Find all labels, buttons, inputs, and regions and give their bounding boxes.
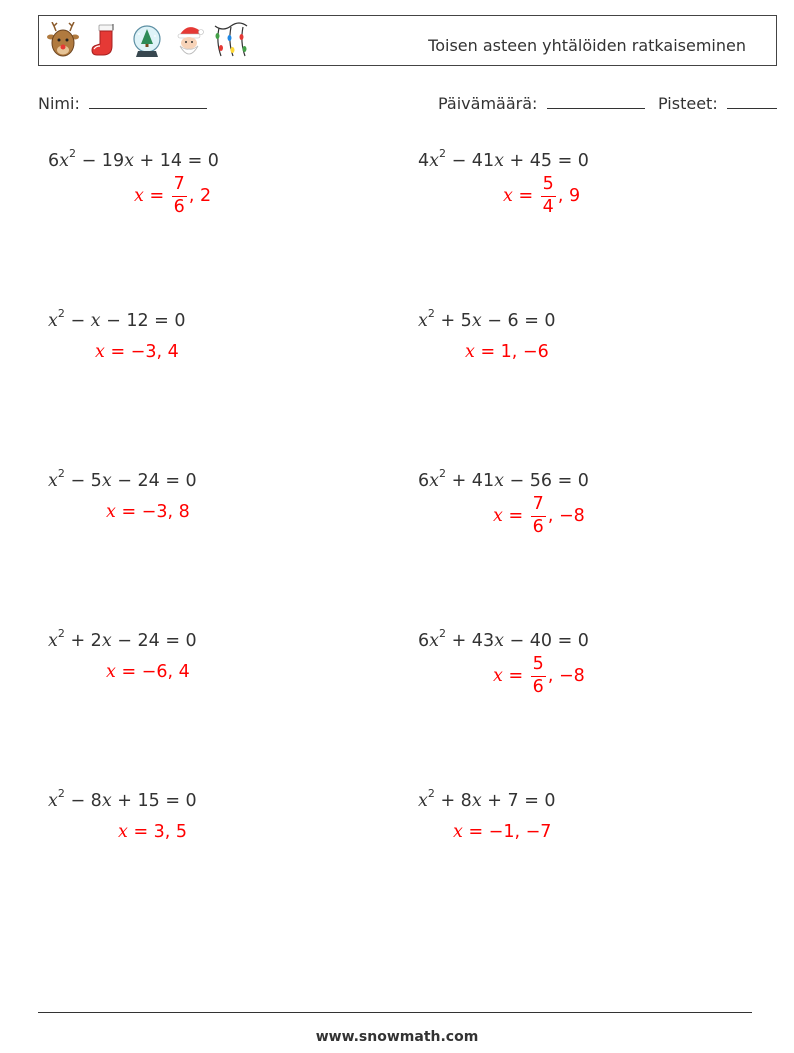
answer-values: 3, 5 [153, 822, 188, 842]
name-blank[interactable] [89, 94, 207, 109]
answer [95, 342, 179, 362]
date-label: Päivämäärä: [438, 94, 538, 113]
footer-url: www.snowmath.com [315, 1029, 479, 1045]
answer-rest: , 9 [557, 186, 581, 206]
rhs: = 0 [557, 630, 589, 651]
fraction-denominator: 6 [532, 516, 544, 537]
christmas-lights-icon [213, 22, 249, 60]
answer-eq: = [115, 502, 142, 522]
answer-var: x [453, 822, 463, 842]
coef-b: + 2 [64, 630, 102, 651]
name-field[interactable] [38, 94, 207, 113]
constant: − 12 [100, 310, 155, 331]
var-x: x [48, 790, 58, 811]
answer-rest: , −8 [547, 506, 585, 526]
rhs: = 0 [557, 150, 589, 171]
constant: − 24 [111, 470, 166, 491]
rhs: = 0 [165, 470, 197, 491]
var-x: x [48, 310, 58, 331]
var-x: x [48, 470, 58, 491]
answer-eq: = [512, 186, 539, 206]
var-x: x [90, 310, 101, 331]
coef-b: − 19 [76, 150, 125, 171]
equation [418, 469, 589, 491]
answer-eq: = [502, 506, 529, 526]
answer-values: −3, 4 [130, 342, 179, 362]
answer [493, 656, 585, 696]
date-blank[interactable] [547, 94, 645, 109]
equation [418, 789, 556, 811]
var-x: x [418, 310, 428, 331]
answer [465, 342, 549, 362]
fraction-denominator: 6 [532, 676, 544, 697]
constant: − 56 [503, 470, 558, 491]
worksheet-header [38, 15, 777, 66]
exponent: 2 [427, 787, 435, 800]
coef-a: 6 [48, 150, 60, 171]
answer-eq: = [143, 186, 170, 206]
fraction-numerator: 5 [531, 656, 546, 677]
answer-rest: , −8 [547, 666, 585, 686]
answer [134, 176, 211, 216]
answer-var: x [134, 186, 144, 206]
stocking-icon [87, 22, 123, 60]
answer-fraction [531, 656, 546, 696]
answer-eq: = [127, 822, 154, 842]
constant: − 40 [503, 630, 558, 651]
exponent: 2 [439, 147, 447, 160]
name-label: Nimi: [38, 94, 80, 113]
santa-icon [171, 22, 207, 60]
var-x: x [59, 150, 70, 171]
equation [418, 149, 589, 171]
rhs: = 0 [165, 790, 197, 811]
var-x: x [101, 470, 112, 491]
reindeer-icon [45, 22, 81, 60]
rhs: = 0 [154, 310, 186, 331]
exponent: 2 [439, 467, 447, 480]
equation [48, 309, 186, 331]
answer-var: x [118, 822, 128, 842]
exponent: 2 [69, 147, 77, 160]
equation [48, 789, 197, 811]
answer-eq: = [462, 822, 489, 842]
equation [418, 629, 589, 651]
coef-b: − 41 [446, 150, 495, 171]
fraction-numerator: 7 [531, 496, 546, 517]
exponent: 2 [57, 627, 65, 640]
var-x: x [494, 150, 504, 171]
answer [493, 496, 585, 536]
answer [106, 502, 190, 522]
coef-b: − 5 [64, 470, 102, 491]
coef-b: + 5 [434, 310, 472, 331]
answer-var: x [106, 502, 116, 522]
footer-divider [38, 1012, 752, 1013]
equation [418, 309, 556, 331]
answer-eq: = [115, 662, 142, 682]
answer-var: x [503, 186, 513, 206]
rhs: = 0 [187, 150, 219, 171]
answer-var: x [465, 342, 475, 362]
score-blank[interactable] [727, 94, 777, 109]
header-icons [45, 22, 249, 60]
var-x: x [429, 150, 440, 171]
fraction-denominator: 6 [173, 196, 185, 217]
date-field[interactable] [438, 94, 645, 113]
answer-eq: = [474, 342, 501, 362]
coef-b: + 43 [446, 630, 495, 651]
constant: + 15 [111, 790, 166, 811]
coef-b: + 8 [434, 790, 472, 811]
var-x: x [471, 310, 482, 331]
constant: − 24 [111, 630, 166, 651]
var-x: x [48, 630, 58, 651]
exponent: 2 [57, 467, 65, 480]
score-label: Pisteet: [658, 94, 718, 113]
answer [503, 176, 580, 216]
var-x: x [124, 150, 134, 171]
var-x: x [429, 630, 440, 651]
exponent: 2 [57, 307, 65, 320]
constant: + 45 [503, 150, 558, 171]
answer-values: −6, 4 [141, 662, 190, 682]
exponent: 2 [427, 307, 435, 320]
coef-b: − [64, 310, 91, 331]
answer-var: x [493, 506, 503, 526]
score-field[interactable] [658, 94, 777, 113]
rhs: = 0 [524, 790, 556, 811]
coef-b: + 41 [446, 470, 495, 491]
answer-fraction [531, 496, 546, 536]
equation [48, 149, 219, 171]
var-x: x [101, 630, 112, 651]
rhs: = 0 [557, 470, 589, 491]
coef-a: 6 [418, 630, 430, 651]
equation [48, 629, 197, 651]
answer-eq: = [104, 342, 131, 362]
worksheet-title: Toisen asteen yhtälöiden ratkaiseminen [428, 36, 746, 55]
var-x: x [101, 790, 112, 811]
constant: − 6 [481, 310, 525, 331]
answer-rest: , 2 [188, 186, 212, 206]
answer-var: x [493, 666, 503, 686]
coef-a: 6 [418, 470, 430, 491]
fraction-numerator: 5 [541, 176, 556, 197]
answer [118, 822, 187, 842]
var-x: x [494, 630, 504, 651]
coef-a: 4 [418, 150, 430, 171]
exponent: 2 [439, 627, 447, 640]
rhs: = 0 [165, 630, 197, 651]
answer-values: −1, −7 [488, 822, 552, 842]
constant: + 14 [133, 150, 188, 171]
fraction-numerator: 7 [172, 176, 187, 197]
coef-b: − 8 [64, 790, 102, 811]
var-x: x [429, 470, 440, 491]
exponent: 2 [57, 787, 65, 800]
var-x: x [494, 470, 504, 491]
var-x: x [471, 790, 482, 811]
rhs: = 0 [524, 310, 556, 331]
snow-globe-icon [129, 22, 165, 60]
answer [453, 822, 551, 842]
answer-values: 1, −6 [500, 342, 549, 362]
answer-fraction [541, 176, 556, 216]
answer-var: x [95, 342, 105, 362]
fraction-denominator: 4 [542, 196, 554, 217]
constant: + 7 [481, 790, 525, 811]
answer [106, 662, 190, 682]
equation [48, 469, 197, 491]
answer-fraction [172, 176, 187, 216]
answer-values: −3, 8 [141, 502, 190, 522]
var-x: x [418, 790, 428, 811]
answer-eq: = [502, 666, 529, 686]
answer-var: x [106, 662, 116, 682]
